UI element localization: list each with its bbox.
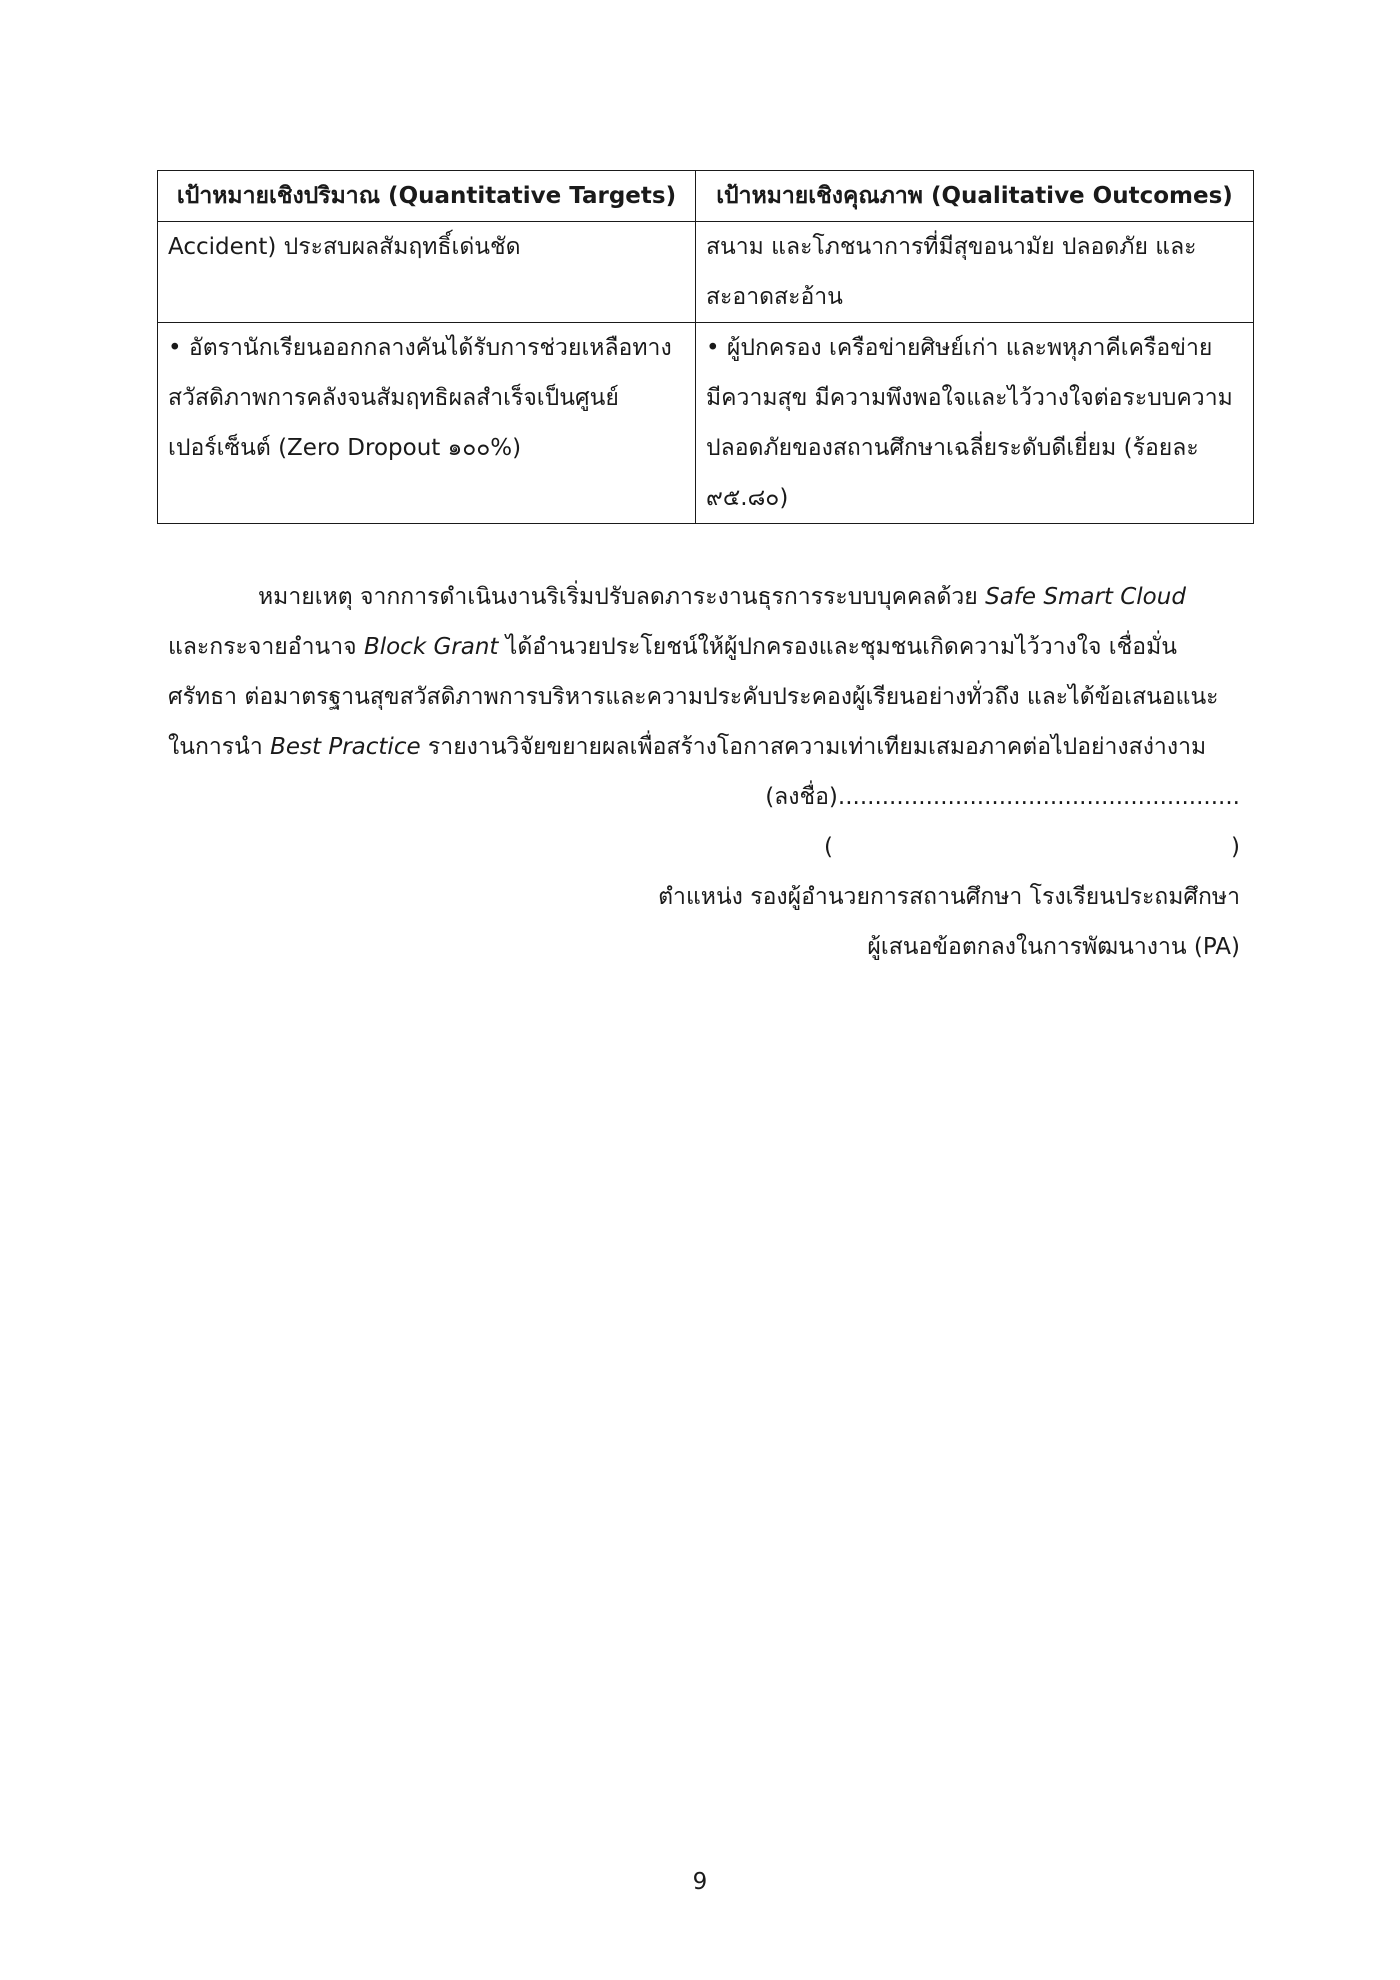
cell-line: เปอร์เซ็นต์ (Zero Dropout ๑๐๐%) — [168, 435, 522, 461]
open-parenthesis: ( — [824, 834, 833, 860]
cell-line: สวัสดิภาพการคลังจนสัมฤทธิผลสำเร็จเป็นศูนย์ — [168, 385, 619, 411]
cell-line: สะอาดสะอ้าน — [706, 284, 843, 310]
remark-emphasis: Block Grant — [363, 634, 499, 660]
remark-text: ได้อำนวยประโยชน์ให้ผู้ปกครองและชุมชนเกิดความไว้วางใจ เชื่อมั่น — [498, 634, 1177, 660]
remark-text: รายงานวิจัยขยายผลเพื่อสร้างโอกาสความเท่าเทียมเสมอภาคต่อไปอย่างสง่างาม — [420, 734, 1207, 760]
cell-line: สนาม และโภชนาการที่มีสุขอนามัย ปลอดภัย และ — [706, 234, 1197, 260]
qualitative-cell — [696, 323, 1254, 524]
remark-line — [168, 622, 1240, 672]
table-row — [158, 222, 1254, 323]
cell-line: มีความสุข มีความพึงพอใจและไว้วางใจต่อระบบความ — [706, 385, 1233, 411]
signature-block — [600, 772, 1240, 972]
qualitative-cell — [696, 222, 1254, 323]
table-header-row — [158, 171, 1254, 222]
table-row — [158, 323, 1254, 524]
remark-line: ศรัทธา ต่อมาตรฐานสุขสวัสดิภาพการบริหารและความประคับประคองผู้เรียนอย่างทั่วถึง และได้ข้อเสนอแนะ — [168, 684, 1219, 710]
remark-text: ในการนำ — [168, 734, 271, 760]
remark-paragraph — [168, 572, 1240, 772]
cell-line: ปลอดภัยของสถานศึกษาเฉลี่ยระดับดีเยี่ยม (ร้อยละ — [706, 435, 1199, 461]
signer-position: ตำแหน่ง รองผู้อำนวยการสถานศึกษา โรงเรียนประถมศึกษา — [658, 884, 1240, 910]
quantitative-cell — [158, 222, 696, 323]
cell-line: • อัตรานักเรียนออกกลางคันได้รับการช่วยเหลือทาง — [168, 335, 672, 361]
signer-name-parentheses — [600, 822, 1240, 872]
remark-emphasis: Safe Smart Cloud — [985, 584, 1186, 610]
remark-text: หมายเหตุ จากการดำเนินงานริเริ่มปรับลดภาระงานธุรการระบบบุคคลด้วย — [258, 584, 986, 610]
remark-line — [168, 572, 1240, 622]
targets-table — [157, 170, 1254, 524]
remark-emphasis: Best Practice — [270, 734, 421, 760]
remark-line — [168, 722, 1240, 772]
remark-text: และกระจายอำนาจ — [168, 634, 364, 660]
close-parenthesis: ) — [1231, 834, 1240, 860]
page-number: 9 — [692, 1869, 708, 1895]
quantitative-targets-header: เป้าหมายเชิงปริมาณ (Quantitative Targets) — [158, 171, 696, 222]
cell-line: Accident) ประสบผลสัมฤทธิ์เด่นชัด — [168, 234, 521, 260]
cell-line: • ผู้ปกครอง เครือข่ายศิษย์เก่า และพหุภาคีเครือข่าย — [706, 335, 1213, 361]
signer-role: ผู้เสนอข้อตกลงในการพัฒนางาน (PA) — [867, 934, 1240, 960]
quantitative-cell — [158, 323, 696, 524]
signature-line: (ลงชื่อ)....................................................... — [765, 784, 1240, 810]
qualitative-outcomes-header: เป้าหมายเชิงคุณภาพ (Qualitative Outcomes) — [696, 171, 1254, 222]
cell-line: ๙๕.๘๐) — [706, 485, 789, 511]
